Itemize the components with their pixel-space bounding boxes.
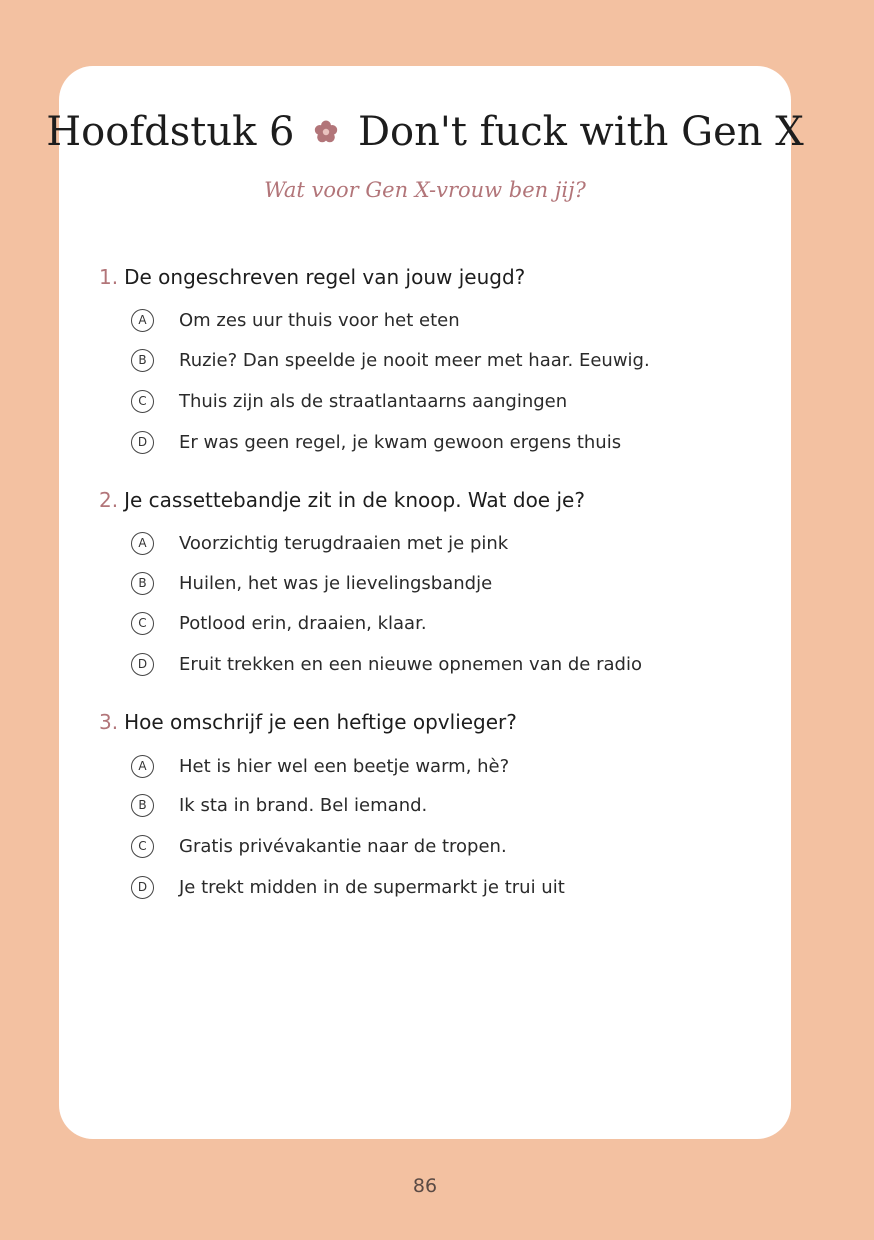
option-text: Om zes uur thuis voor het eten	[179, 309, 460, 331]
option-letter-badge: C	[131, 835, 154, 858]
answer-option[interactable]	[131, 428, 621, 456]
option-text: Voorzichtig terugdraaien met je pink	[179, 532, 509, 554]
page-card	[59, 66, 791, 1139]
question-2	[99, 486, 585, 514]
option-letter-badge: B	[131, 794, 154, 817]
answer-option[interactable]	[131, 346, 650, 374]
quiz-subtitle: Wat voor Gen X-vrouw ben jij?	[264, 178, 586, 202]
option-letter-badge: C	[131, 390, 154, 413]
option-letter-badge: D	[131, 653, 154, 676]
option-text: Gratis privévakantie naar de tropen.	[179, 835, 507, 857]
question-number: 1.	[99, 265, 119, 289]
chapter-title-part1: Hoofdstuk 6	[46, 109, 295, 155]
option-text: Ruzie? Dan speelde je nooit meer met haar. Eeuwig.	[179, 349, 650, 371]
question-3	[99, 708, 517, 736]
page-number: 86	[412, 1175, 438, 1197]
option-text: Het is hier wel een beetje warm, hè?	[179, 755, 510, 777]
answer-option[interactable]	[131, 752, 509, 780]
option-text: Huilen, het was je lievelingsbandje	[179, 572, 493, 594]
answer-option[interactable]	[131, 650, 642, 678]
question-text: Hoe omschrijf je een heftige opvlieger?	[124, 710, 517, 734]
option-letter-badge: B	[131, 572, 154, 595]
option-text: Er was geen regel, je kwam gewoon ergens thuis	[179, 431, 622, 453]
answer-option[interactable]	[131, 873, 565, 901]
question-text: Je cassettebandje zit in de knoop. Wat doe je?	[124, 488, 585, 512]
answer-option[interactable]	[131, 387, 567, 415]
option-text: Eruit trekken en een nieuwe opnemen van de radio	[179, 653, 642, 675]
option-letter-badge: D	[131, 876, 154, 899]
question-number: 3.	[99, 710, 119, 734]
question-number: 2.	[99, 488, 119, 512]
question-1	[99, 263, 525, 291]
answer-option[interactable]	[131, 529, 508, 557]
flower-icon	[313, 119, 339, 145]
option-letter-badge: C	[131, 612, 154, 635]
chapter-title	[0, 107, 850, 157]
option-text: Je trekt midden in de supermarkt je trui uit	[179, 876, 565, 898]
option-letter-badge: D	[131, 431, 154, 454]
answer-option[interactable]	[131, 791, 427, 819]
option-text: Thuis zijn als de straatlantaarns aangingen	[179, 390, 568, 412]
answer-option[interactable]	[131, 569, 492, 597]
chapter-title-part2: Don't fuck with Gen X	[357, 109, 804, 155]
question-text: De ongeschreven regel van jouw jeugd?	[124, 265, 526, 289]
option-letter-badge: B	[131, 349, 154, 372]
answer-option[interactable]	[131, 832, 507, 860]
option-letter-badge: A	[131, 309, 154, 332]
option-letter-badge: A	[131, 532, 154, 555]
option-text: Ik sta in brand. Bel iemand.	[179, 794, 428, 816]
answer-option[interactable]	[131, 609, 427, 637]
option-letter-badge: A	[131, 755, 154, 778]
option-text: Potlood erin, draaien, klaar.	[179, 612, 427, 634]
answer-option[interactable]	[131, 306, 460, 334]
